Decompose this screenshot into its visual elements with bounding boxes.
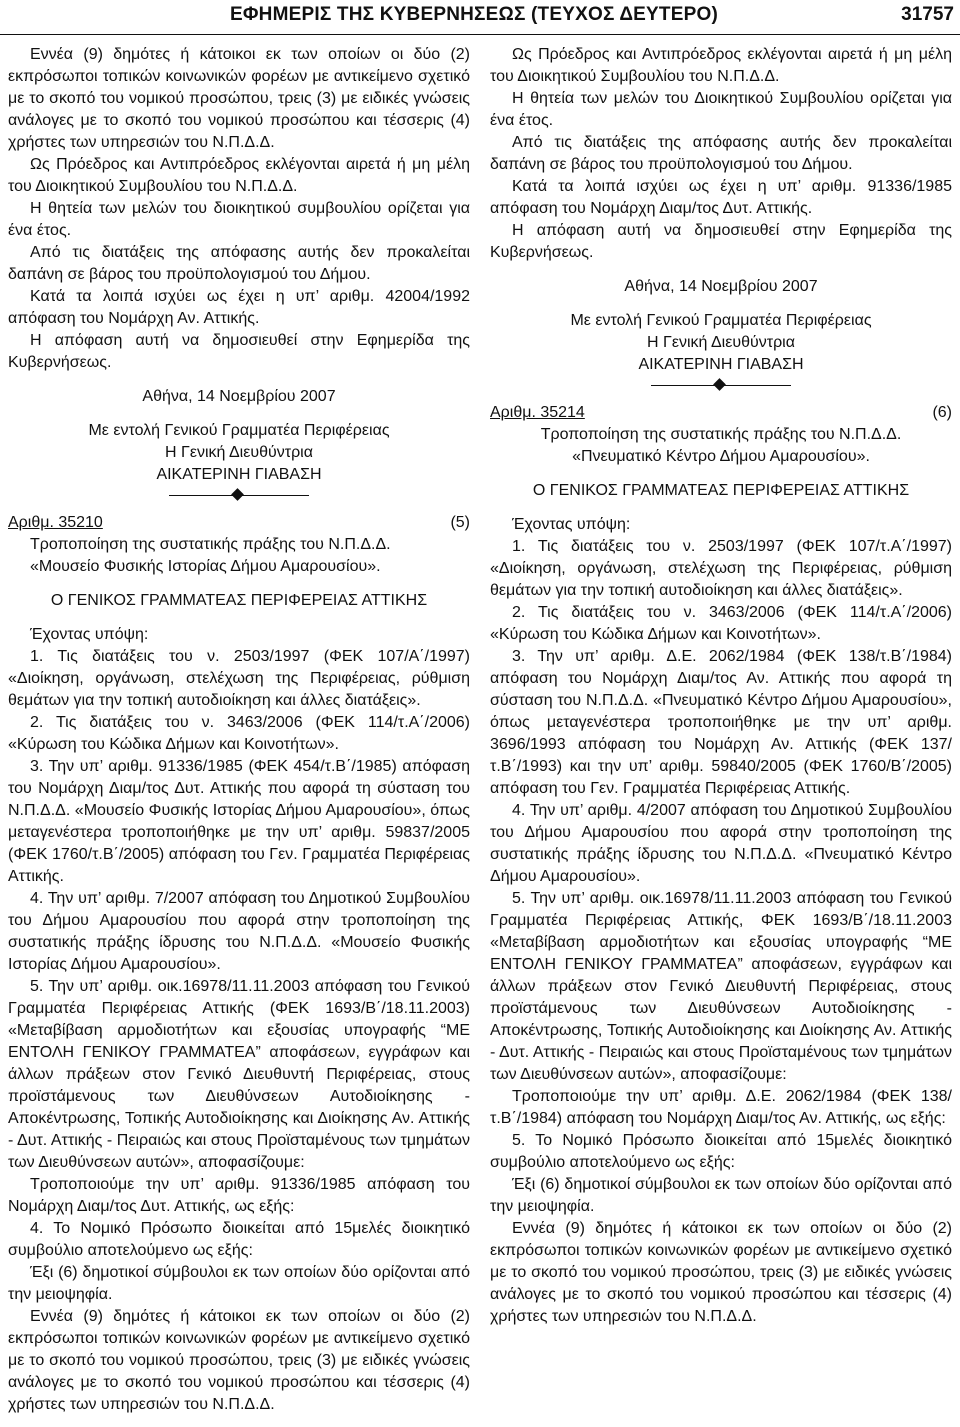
list-item: 3. Την υπ’ αριθμ. 91336/1985 (ΦΕΚ 454/τ.Β΄/1985) απόφαση του Νομάρχη Διαμ/τος Δυτ. Αττικής που αφορά τη σύσταση του Ν.Π.Δ.Δ. «Μουσείο Φυσικής Ιστορίας Δήμου Αμαρουσίου», όπως μεταγενέστερα τροποποιήθηκε με την υπ’ αριθμ. 59837/2005 (ΦΕΚ 1760/τ.Β΄/2005) απόφαση του Γεν. Γραμματέα Περιφέρειας Αττικής. <box>8 758 470 885</box>
paragraph: Τροποποιούμε την υπ’ αριθμ. 91336/1985 απόφαση του Νομάρχη Διαμ/τος Δυτ. Αττικής, ως εξής: <box>8 1176 470 1215</box>
page-number: 31757 <box>901 4 954 25</box>
signature-line: Με εντολή Γενικού Γραμματέα Περιφέρειας <box>570 312 872 329</box>
paragraph: Η θητεία των μελών του Διοικητικού Συμβουλίου ορίζεται για ένα έτος. <box>490 90 952 129</box>
section-divider <box>651 380 791 392</box>
paragraph: Η απόφαση αυτή να δημοσιευθεί στην Εφημερίδα της Κυβερνήσεως. <box>8 332 470 371</box>
page-header <box>0 0 960 35</box>
subject-line: Τροποποίηση της συστατικής πράξης του Ν.Π.Δ.Δ. <box>30 536 391 553</box>
having-regard: Έχοντας υπόψη: <box>512 516 631 533</box>
signature-line: Η Γενική Διευθύντρια <box>647 334 795 351</box>
list-item: 3. Την υπ’ αριθμ. Δ.Ε. 2062/1984 (ΦΕΚ 138/τ.Β΄/1984) απόφαση του Νομάρχη Διαμ/τος Αν. Αττικής που αφορά τη σύσταση του Ν.Π.Δ.Δ. «Πνευματικό Κέντρο Δήμου Αμαρουσίου», όπως μεταγενέστερα τροποποιήθηκε με την υπ’ αριθμ. 3696/1993 απόφαση του Νομάρχη Αν. Αττικής (ΦΕΚ 137/τ.Β΄/1993) και την υπ’ αριθμ. 59840/2005 (ΦΕΚ 1760/Β΄/2005) απόφαση του Γεν. Γραμματέα Περιφέρειας Αττικής. <box>490 648 952 797</box>
paragraph: Εννέα (9) δημότες ή κάτοικοι εκ των οποίων οι δύο (2) εκπρόσωποι τοπικών κοινωνικών φορέων με αντικείμενο σχετικό με το σκοπό του νομικού προσώπου, τρεις (3) με ειδικές γνώσεις ανάλογες με το σκοπό του νομικού προσώπου και τέσσερις (4) χρήστες των υπηρεσιών του Ν.Π.Δ.Δ. <box>8 46 470 151</box>
paragraph: Από τις διατάξεις της απόφασης αυτής δεν προκαλείται δαπάνη σε βάρος του προϋπολογισμού του Δήμου. <box>8 244 470 283</box>
having-regard: Έχοντας υπόψη: <box>30 626 149 643</box>
date-line: Αθήνα, 14 Νοεμβρίου 2007 <box>624 278 818 295</box>
decision-number-row <box>8 512 470 534</box>
paragraph: Ως Πρόεδρος και Αντιπρόεδρος εκλέγονται αιρετά ή μη μέλη του Διοικητικού Συμβουλίου του Ν.Π.Δ.Δ. <box>490 46 952 85</box>
signature-line: Με εντολή Γενικού Γραμματέα Περιφέρειας <box>88 422 390 439</box>
decision-index: (5) <box>450 514 470 531</box>
subject-line: «Μουσείο Φυσικής Ιστορίας Δήμου Αμαρουσίου». <box>30 558 381 575</box>
authority-heading: Ο ΓΕΝΙΚΟΣ ΓΡΑΜΜΑΤΕΑΣ ΠΕΡΙΦΕΡΕΙΑΣ ΑΤΤΙΚΗΣ <box>532 482 910 499</box>
paragraph: Η απόφαση αυτή να δημοσιευθεί στην Εφημερίδα της Κυβερνήσεως. <box>490 222 952 261</box>
signatory-name: ΑΙΚΑΤΕΡΙΝΗ ΓΙΑΒΑΣΗ <box>156 466 322 483</box>
paragraph: Τροποποιούμε την υπ’ αριθμ. Δ.Ε. 2062/1984 (ΦΕΚ 138/τ.Β΄/1984) απόφαση του Νομάρχη Διαμ/τος Αν. Αττικής, ως εξής: <box>490 1088 952 1127</box>
decision-number-row <box>490 402 952 424</box>
decision-index: (6) <box>932 404 952 421</box>
decision-number: Αριθμ. 35214 <box>490 404 585 421</box>
decision-number: Αριθμ. 35210 <box>8 514 103 531</box>
list-item: 4. Την υπ’ αριθμ. 7/2007 απόφαση του Δημοτικού Συμβουλίου του Δήμου Αμαρουσίου που αφορά στην τροποποίηση της συστατικής πράξης ίδρυσης του Ν.Π.Δ.Δ. «Μουσείο Φυσικής Ιστορίας Δήμου Αμαρουσίου». <box>8 890 470 973</box>
paragraph: 4. Το Νομικό Πρόσωπο διοικείται από 15μελές διοικητικό συμβούλιο αποτελούμενο ως εξής: <box>8 1220 470 1259</box>
list-item: 5. Την υπ’ αριθμ. οικ.16978/11.11.2003 απόφαση του Γενικού Γραμματέα Περιφέρειας Αττικής (ΦΕΚ 1693/Β΄/18.11.2003) «Μεταβίβαση αρμοδιοτήτων και εξουσίας υπογραφής “ΜΕ ΕΝΤΟΛΗ ΓΕΝΙΚΟΥ ΓΡΑΜΜΑΤΕΑ” αποφάσεων, εγγράφων και άλλων πράξεων στον Γενικό Διευθυντή Περιφέρειας, στους προϊστάμενους των Διευθύνσεων Αυτοδιοίκησης - Αποκέντρωσης, Τοπικής Αυτοδιοίκησης και Διοίκησης Αν. Αττικής - Δυτ. Αττικής - Πειραιώς και στους Προϊσταμένους των τμημάτων των Διευθύνσεων αυτών», αποφασίζουμε: <box>8 978 470 1171</box>
section-divider <box>169 490 309 502</box>
paragraph: Από τις διατάξεις της απόφασης αυτής δεν προκαλείται δαπάνη σε βάρος του προϋπολογισμού του Δήμου. <box>490 134 952 173</box>
left-column <box>8 44 470 1416</box>
paragraph: Εννέα (9) δημότες ή κάτοικοι εκ των οποίων οι δύο (2) εκπρόσωποι τοπικών κοινωνικών φορέων με αντικείμενο σχετικό με το σκοπό του νομικού προσώπου, τρεις (3) με ειδικές γνώσεις ανάλογες με το σκοπό του νομικού προσώπου και τέσσερις (4) χρήστες των υπηρεσιών του Ν.Π.Δ.Δ. <box>8 1308 470 1413</box>
list-item: 2. Τις διατάξεις του ν. 3463/2006 (ΦΕΚ 114/τ.Α΄/2006) «Κύρωση του Κώδικα Δήμων και Κοινοτήτων». <box>8 714 470 753</box>
paragraph: Εννέα (9) δημότες ή κάτοικοι εκ των οποίων οι δύο (2) εκπρόσωποι τοπικών κοινωνικών φορέων με αντικείμενο σχετικό με το σκοπό του νομικού προσώπου, τρεις (3) με ειδικές γνώσεις ανάλογες με το σκοπό του νομικού προσώπου και τέσσερις (4) χρήστες των υπηρεσιών του Ν.Π.Δ.Δ. <box>490 1220 952 1325</box>
paragraph: Έξι (6) δημοτικοί σύμβουλοι εκ των οποίων δύο ορίζονται από την μειοψηφία. <box>490 1176 952 1215</box>
paragraph: Η θητεία των μελών του διοικητικού συμβουλίου ορίζεται για ένα έτος. <box>8 200 470 239</box>
date-line: Αθήνα, 14 Νοεμβρίου 2007 <box>142 388 336 405</box>
signature-line: Η Γενική Διευθύντρια <box>165 444 313 461</box>
list-item: 5. Την υπ’ αριθμ. οικ.16978/11.11.2003 απόφαση του Γενικού Γραμματέα Περιφέρειας Αττικής, ΦΕΚ 1693/Β΄/18.11.2003 «Μεταβίβαση αρμοδιοτήτων και εξουσίας υπογραφής “ΜΕ ΕΝΤΟΛΗ ΓΕΝΙΚΟΥ ΓΡΑΜΜΑΤΕΑ” αποφάσεων, εγγράφων και άλλων πράξεων στον Γενικό Διευθυντή Περιφέρειας, στους προϊστάμενους των Διευθύνσεων Αυτοδιοίκησης - Αποκέντρωσης, Τοπικής Αυτοδιοίκησης και Διοίκησης Αν. Αττικής - Δυτ. Αττικής - Πειραιώς και στους Προϊσταμένους των τμημάτων των Διευθύνσεων αυτών», αποφασίζουμε: <box>490 890 952 1083</box>
right-column <box>490 44 952 1328</box>
paragraph: Ως Πρόεδρος και Αντιπρόεδρος εκλέγονται αιρετά ή μη μέλη του Διοικητικού Συμβουλίου του Ν.Π.Δ.Δ. <box>8 156 470 195</box>
gazette-title: ΕΦΗΜΕΡΙΣ ΤΗΣ ΚΥΒΕΡΝΗΣΕΩΣ (ΤΕΥΧΟΣ ΔΕΥΤΕΡΟ) <box>230 4 718 25</box>
list-item: 1. Τις διατάξεις του ν. 2503/1997 (ΦΕΚ 107/τ.Α΄/1997) «Διοίκηση, οργάνωση, στελέχωση της Περιφέρειας, ρύθμιση θεμάτων για την τοπική αυτοδιοίκηση και άλλες διατάξεις». <box>490 538 952 599</box>
list-item: 1. Τις διατάξεις του ν. 2503/1997 (ΦΕΚ 107/Α΄/1997) «Διοίκηση, οργάνωση, στελέχωση της Περιφέρειας, ρύθμιση θεμάτων για την τοπική αυτοδιοίκηση και άλλες διατάξεις». <box>8 648 470 709</box>
paragraph: 5. Το Νομικό Πρόσωπο διοικείται από 15μελές διοικητικό συμβούλιο αποτελούμενο ως εξής: <box>490 1132 952 1171</box>
list-item: 2. Τις διατάξεις του ν. 3463/2006 (ΦΕΚ 114/τ.Α΄/2006) «Κύρωση του Κώδικα Δήμων και Κοινοτήτων». <box>490 604 952 643</box>
paragraph: Έξι (6) δημοτικοί σύμβουλοι εκ των οποίων δύο ορίζονται από την μειοψηφία. <box>8 1264 470 1303</box>
subject-line: «Πνευματικό Κέντρο Δήμου Αμαρουσίου». <box>572 448 870 465</box>
signatory-name: ΑΙΚΑΤΕΡΙΝΗ ΓΙΑΒΑΣΗ <box>638 356 804 373</box>
paragraph: Κατά τα λοιπά ισχύει ως έχει η υπ’ αριθμ. 42004/1992 απόφαση του Νομάρχη Αν. Αττικής. <box>8 288 470 327</box>
authority-heading: Ο ΓΕΝΙΚΟΣ ΓΡΑΜΜΑΤΕΑΣ ΠΕΡΙΦΕΡΕΙΑΣ ΑΤΤΙΚΗΣ <box>50 592 428 609</box>
subject-line: Τροποποίηση της συστατικής πράξης του Ν.Π.Δ.Δ. <box>540 426 902 443</box>
list-item: 4. Την υπ’ αριθμ. 4/2007 απόφαση του Δημοτικού Συμβουλίου του Δήμου Αμαρουσίου που αφορά στην τροποποίηση της συστατικής πράξης ίδρυσης του Ν.Π.Δ.Δ. «Πνευματικό Κέντρο Δήμου Αμαρουσίου». <box>490 802 952 885</box>
paragraph: Κατά τα λοιπά ισχύει ως έχει η υπ’ αριθμ. 91336/1985 απόφαση του Νομάρχη Διαμ/τος Δυτ. Αττικής. <box>490 178 952 217</box>
